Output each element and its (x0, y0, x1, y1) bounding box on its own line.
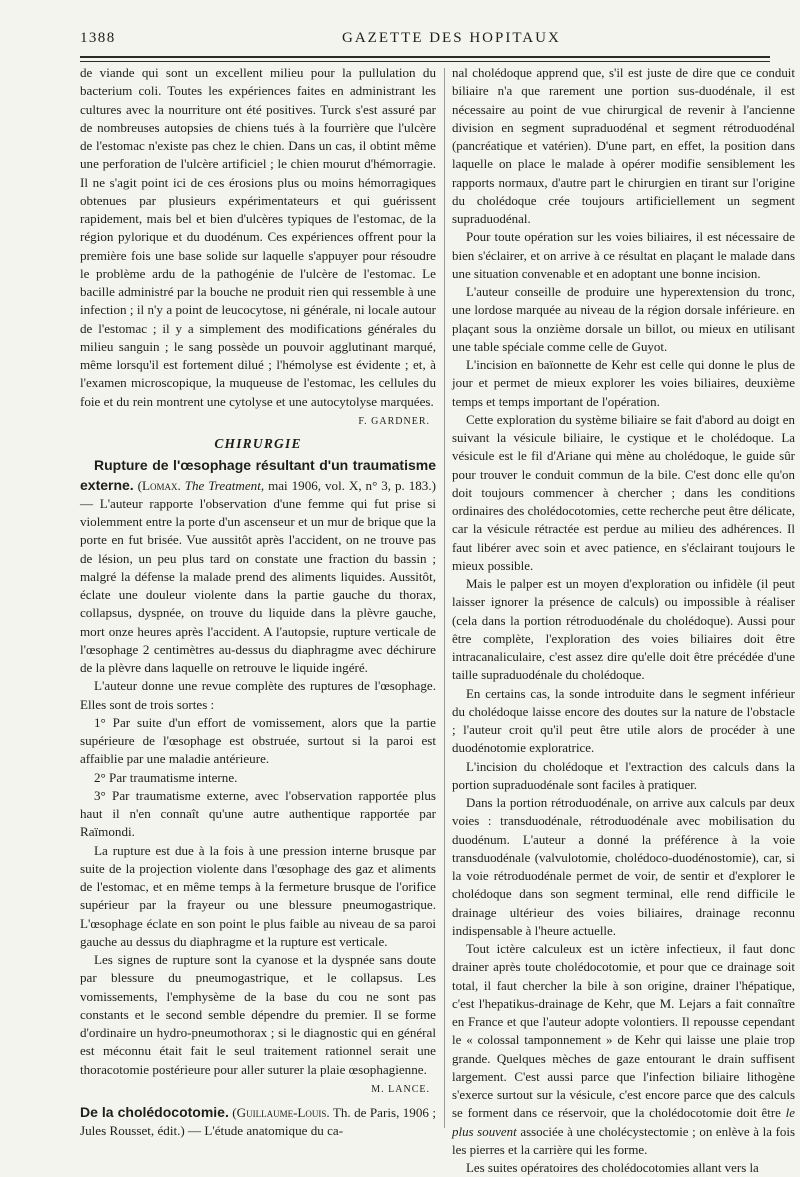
article-reference: mai 1906, vol. X, n° 3, p. 183.) (268, 477, 436, 493)
article-title: Rupture de l'œsophage résultant d'un traumatisme externe. (80, 457, 436, 493)
paragraph: Cette exploration du système biliaire se fait d'abord au doigt en suivant la vésicule biliaire, le cystique et le cholédoque. La vésicule est le fil d'Ariane qui mène au cholédoque, le guide sûr pour trouver le conduit commun de la bile. C'est donc elle qu'on doit toujours commencer à chercher ; dans les conditions ordinaires des cholédocotomies, cette recherche peut être délicate, car la vésicule rétractée est perdue au milieu des adhérences. Il faut libérer avec soin et avec patience, en s'éclairant toujours le mieux possible. (452, 411, 795, 573)
column-divider (444, 68, 445, 1128)
paragraph: La rupture est due à la fois à une pression interne brusque par suite de la projection violente dans l'œsophage des gaz et aliments de l'estomac, et en même temps à la fermeture brusque de l'orifice supérieur par la frayeur ou une blessure pneumogastrique. L'œsophage éclate en son point le plus faible au niveau de sa paroi gauche au dessus du diaphragme et la rupture est verticale. (80, 842, 436, 949)
paragraph: L'incision en baïonnette de Kehr est celle qui donne le plus de jour et permet de mieux explorer les voies biliaires, deuxième temps et temps important de l'opération. (452, 357, 795, 409)
paragraph-text: Tout ictère calculeux est un ictère infectieux, il faut donc drainer après toute cholédocotomie, et pour que ce drainage soit total, il faut chercher la bile à son origine, drainer l'hépatique, c'est l'hepatikus-drainage de Kehr, que M. Lejars a fait connaître en France et que l'auteur adopte volontiers. Il repousse cependant le « colossal tamponnement » de Kehr qui laisse une plaie trop grande. Quelques mèches de gaze entourant le drain suffisent largement. C'est aussi parce que l'infection biliaire lithogène s'exerce surtout sur la vésicule, c'est encore parce que des calculs se forment dans ce réservoir, que la cholédocotomie doit être (452, 941, 795, 1121)
paragraph: — L'auteur rapporte l'observation d'une femme qui fut prise si violemment entre la porte d'un ascenseur et un mur de brique que la porte en fut brisée. Vue aussitôt après l'accident, on ne trouve pas de lésion, un peu plus tard on constate une fraction du bassin ; malgré la défense la malade prend des aliments liquides. Aussitôt, éclate une douleur violente dans la partie gauche du thorax, collapsus, dyspnée, on trouve du liquide dans la plèvre gauche, mort onze heures après l'accident. A l'autopsie, rupture verticale de l'œsophage 2 centimètres au-dessus du diaphragme avec déchirure de la plèvre dans laquelle on retrouve le liquide ingéré. (80, 495, 436, 675)
header-rule (80, 56, 770, 58)
article-author: (Lomax. (137, 477, 181, 493)
page-number: 1388 (80, 30, 116, 46)
right-column (452, 64, 796, 1175)
article-title: De la cholédocotomie. (80, 1104, 229, 1120)
paragraph: Pour toute opération sur les voies biliaires, il est nécessaire de bien s'éclairer, et on arrive à ce résultat en plaçant le malade dans une situation convenable et en adoptant une bonne incision. (452, 229, 795, 281)
paragraph: L'auteur conseille de produire une hyperextension du tronc, une lordose marquée au niveau de la région dorsale inférieure. en plaçant sous la onzième dorsale un billot, ou mieux en utilisant une table spéciale comme celle de Guyot. (452, 284, 795, 354)
signature: M. LANCE. (371, 1083, 430, 1095)
paragraph (452, 940, 795, 1159)
journal-title: GAZETTE DES HOPITAUX (342, 30, 561, 46)
paragraph: Les signes de rupture sont la cyanose et la dyspnée sans doute par blessure du pneumogastrique, et le collapsus. Les vomissements, l'emphysème de la base du cou ne sont pas constants et le second semble dépendre du premier. Il se forme d'ordinaire un hydro-pneumothorax ; si le diagnostic qui en général est méconnu était fait le seul traitement rationnel serait une thoracotomie postérieure pour aller suturer la plaie œsophagienne. (80, 952, 436, 1077)
paragraph: 1° Par suite d'un effort de vomissement, alors que la partie supérieure de l'œsophage est obstruée, surtout si la paroi est affaiblie par une maladie antérieure. (80, 714, 436, 767)
paragraph: Mais le palper est un moyen d'exploration ou infidèle (il peut laisser ignorer la présence de calculs) ou impossible à réaliser (cela dans la portion rétroduodénale du cholédoque). Aussi pour être complète, l'exploration des voies biliaires doit être intracanaliculaire, c'est assez dire qu'elle doit être précédée d'une taille supraduodénale du cholédoque. (452, 576, 795, 683)
paragraph-text: associée à une cholécystectomie ; on enlève à la fois les pierres et la carrière qui les forme. (452, 1123, 796, 1157)
page-header (80, 30, 770, 52)
paragraph: En certains cas, la sonde introduite dans le segment inférieur du cholédoque laisse encore des doutes sur la nature de l'obstacle ; l'auteur croit qu'il peut être utile alors de procéder à une duodénotomie exploratrice. (452, 685, 795, 756)
paragraph: 3° Par traumatisme externe, avec l'observation rapportée plus haut il n'en connaît qu'une autre authentique rapportée par Raïmondi. (80, 787, 436, 840)
article-lead (80, 456, 436, 677)
header-rule-thin (80, 61, 770, 62)
paragraph: nal cholédoque apprend que, s'il est juste de dire que ce conduit biliaire n'a que rarement une portion sus-duodénale, il est nécessaire au point de vue chirurgical de revenir à l'ancienne division en segment supraduodénal et segment rétroduodénal (pancréatique et vatérien). D'une part, en effet, la position dans laquelle on place le malade à opérer modifie sensiblement les rapports normaux, d'autre part le chirurgien en tirant sur l'origine du cholédoque crée toujours artificiellement un segment supraduodénal. (452, 65, 795, 226)
paragraph: L'auteur donne une revue complète des ruptures de l'œsophage. Elles sont de trois sortes : (80, 678, 436, 712)
article-lead (80, 1103, 436, 1141)
paragraph: de viande qui sont un excellent milieu pour la pullulation du bacterium coli. Toutes les expériences faites en administrant les cultures avec la nourriture ont été positives. Turck s'est assuré par de nombreuses autopsies de chiens tués à la fourrière que l'ulcère de l'estomac n'existe pas chez le chien. Dans un cas, il obtint même une perforation de l'ulcère artificiel ; le chien mourut d'hémorragie. Il ne s'agit point ici de ces érosions plus ou moins hémorragiques obtenues par plusieurs expérimentateurs et qui guérissent rapidement, mais bel et bien d'ulcères typiques de l'estomac, de la région pylorique et du duodénum. Ces expériences offrent pour la première fois une base solide sur laquelle s'appuyer pour résoudre le problème ardu de la pathogénie de l'ulcère de l'estomac. Le bacille administré par la bouche ne produit rien qui ressemble à une infection ; il n'y a point de leucocytose, ni générale, ni locale autour de l'estomac ; il y a simplement des modifications générales du milieu sanguin ; le sang possède un pouvoir agglutinant marqué, même lorsqu'il est fortement dilué ; l'hémolyse est évidente ; et, à l'examen microscopique, la muqueuse de l'estomac, les cellules du foie et du rein montrent une cytolyse et une autocytolyse marquées. (80, 65, 436, 409)
paragraph: Dans la portion rétroduodénale, on arrive aux calculs par deux voies : transduodénale, rétroduodénale avec mobilisation du duodénum. L'auteur a donné la préférence à la voie transduodénale (valvulotomie, cholédoco-duodénostomie), car, si la voie rétroduodénale permet de voir, de sentir et d'explorer le cholédoque dans son segment terminal, elle rend difficile le drainage ultérieur des voies biliaires, drainage reconnu indispensable à l'heure actuelle. (452, 795, 795, 938)
signature: F. GARDNER. (358, 415, 430, 427)
paragraph: L'incision du cholédoque et l'extraction des calculs dans la portion supraduodénale sont faciles à pratiquer. (452, 758, 795, 792)
paragraph: Les suites opératoires des cholédocotomies allant vers la (466, 1160, 759, 1175)
article-reference: Th. de Paris, 1906 ; Jules Rousset, édit.) — L'étude anatomique du ca- (80, 1105, 436, 1139)
emphasis: le plus souvent (452, 1105, 796, 1139)
left-column (80, 64, 436, 1139)
article-journal: The Treatment, (184, 477, 265, 493)
section-heading: CHIRURGIE (214, 436, 302, 451)
paragraph: 2° Par traumatisme interne. (94, 769, 238, 785)
article-author: (Guillaume-Louis. (232, 1105, 330, 1120)
